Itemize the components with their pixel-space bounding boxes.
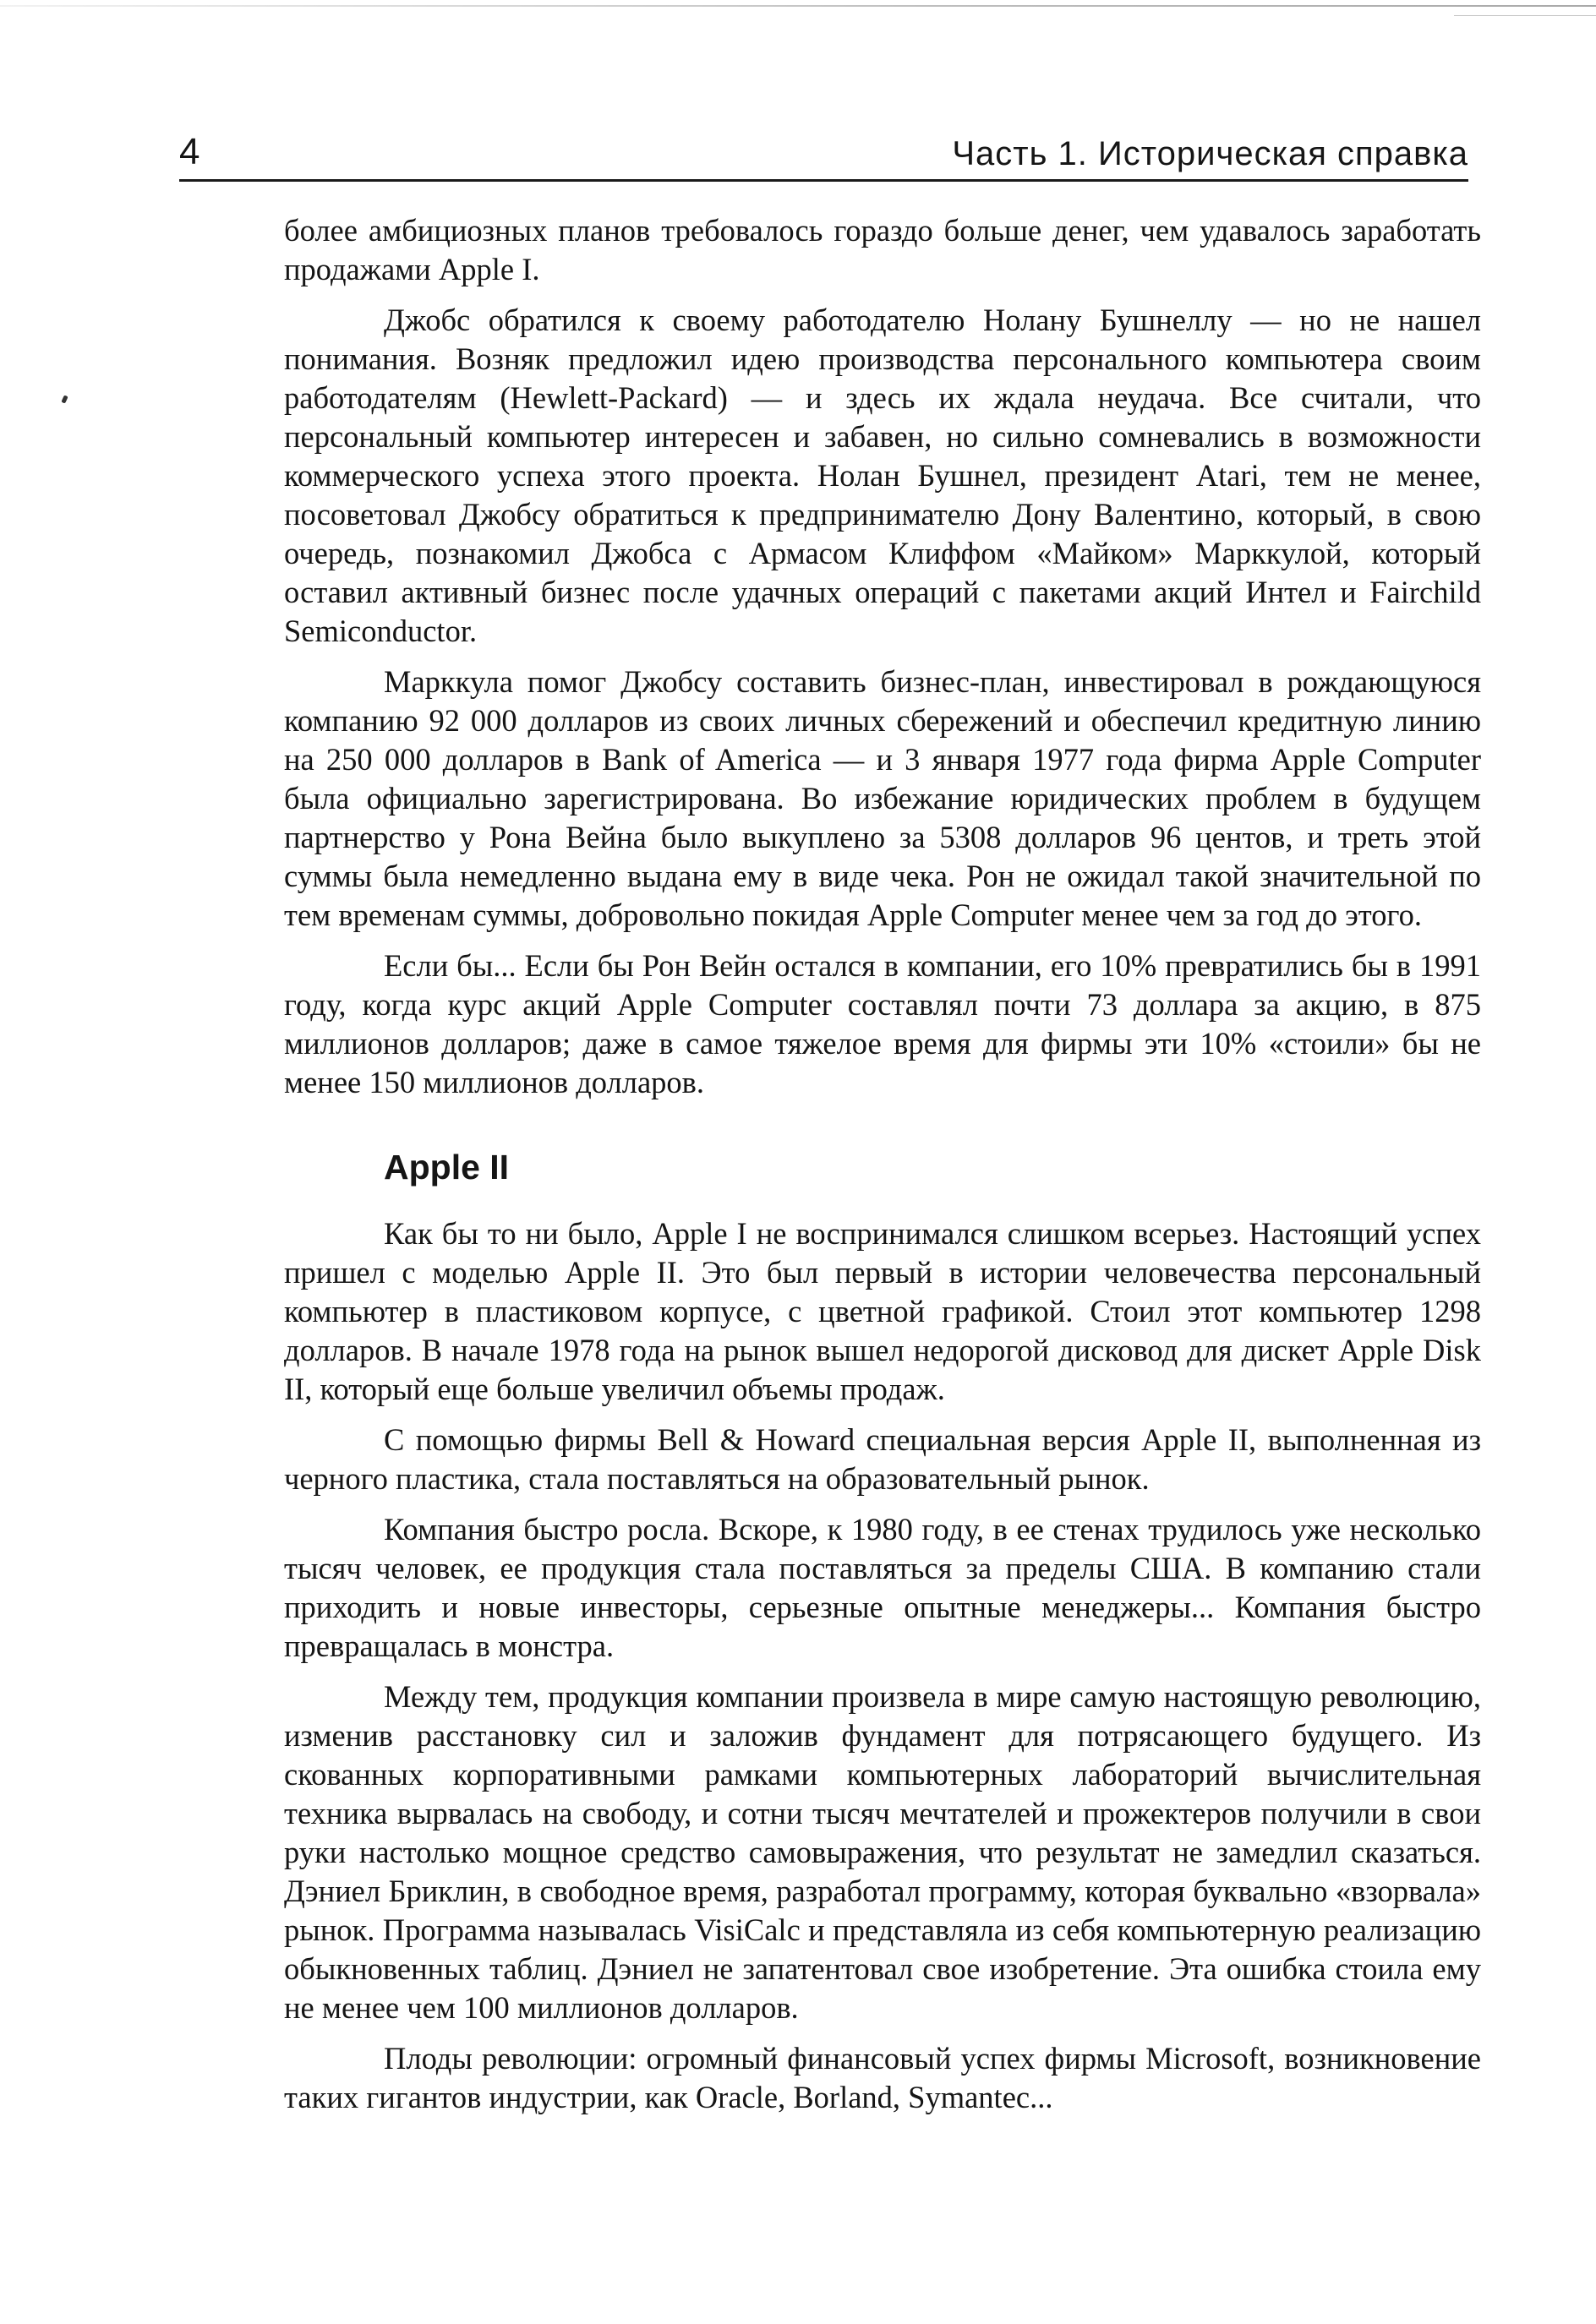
margin-speck	[61, 395, 68, 403]
paragraph: Как бы то ни было, Apple I не воспринимался слишком всерьез. Настоящий успех пришел с моделью Apple II. Это был первый в истории человечества персональный компьютер в пластиковом корпусе, с цветной графикой. Стоил этот компьютер 1298 долларов. В начале 1978 года на рынок вышел недорогой дисковод для дискет Apple Disk II, который еще больше увеличил объемы продаж.	[284, 1216, 1481, 1406]
paragraph: Компания быстро росла. Вскоре, к 1980 году, в ее стенах трудилось уже несколько тысяч человек, ее продукция стала поставляться за пределы США. В компанию стали приходить и новые инвесторы, серьезные опытные менеджеры... Компания быстро превращалась в монстра.	[284, 1512, 1481, 1663]
running-header	[179, 125, 1468, 182]
section-heading-apple-ii: Apple II	[384, 1148, 510, 1187]
paragraph: Между тем, продукция компании произвела в мире самую настоящую революцию, изменив расстановку сил и заложив фундамент для потрясающего будущего. Из скованных корпоративными рамками компьютерных лабораторий вычислительная техника вырвалась на свободу, и сотни тысяч мечтателей и прожектеров получили в свои руки настолько мощное средство самовыражения, что результат не замедлил сказаться. Дэниел Бриклин, в свободное время, разработал программу, которая буквально «взорвала» рынок. Программа называлась VisiCalc и представляла из себя компьютерную реализацию обыкновенных таблиц. Дэниел не запатентовал свое изобретение. Эта ошибка стоила ему не менее чем 100 миллионов долларов.	[284, 1679, 1481, 2025]
body-text	[284, 211, 1481, 2129]
paragraph: С помощью фирмы Bell & Howard специальная версия Apple II, выполненная из черного пластика, стала поставляться на образовательный рынок.	[284, 1422, 1481, 1496]
scan-edge-line-secondary	[1454, 15, 1596, 16]
paragraph: Джобс обратился к своему работодателю Нолану Бушнеллу — но не нашел понимания. Возняк предложил идею производства персонального компьютера своим работодателям (Hewlett-Packard) — и здесь их ждала неудача. Все считали, что персональный компьютер интересен и забавен, но сильно сомневались в возможности коммерческого успеха этого проекта. Нолан Бушнел, президент Atari, тем не менее, посоветовал Джобсу обратиться к предпринимателю Дону Валентино, который, в свою очередь, познакомил Джобса с Армасом Клиффом «Майком» Марккулой, который оставил активный бизнес после удачных операций с пакетами акций Интел и Fairchild Semiconductor.	[284, 303, 1481, 648]
scan-edge-line	[0, 5, 1596, 7]
chapter-title: Часть 1. Историческая справка	[952, 135, 1468, 172]
paragraph-continuation: более амбициозных планов требовалось гораздо больше денег, чем удавалось заработать продажами Apple I.	[284, 213, 1481, 286]
paragraph: Марккула помог Джобсу составить бизнес-план, инвестировал в рождающуюся компанию 92 000 долларов из своих личных сбережений и обеспечил кредитную линию на 250 000 долларов в Bank of America — и 3 января 1977 года фирма Apple Computer была официально зарегистрирована. Во избежание юридических проблем в будущем партнерство у Рона Вейна было выкуплено за 5308 долларов 96 центов, и треть этой суммы была немедленно выдана ему в виде чека. Рон не ожидал такой значительной по тем временам суммы, добровольно покидая Apple Computer менее чем за год до этого.	[284, 664, 1481, 932]
page-number: 4	[179, 131, 200, 172]
paragraph: Если бы... Если бы Рон Вейн остался в компании, его 10% превратились бы в 1991 году, когда курс акций Apple Computer составлял почти 73 доллара за акцию, в 875 миллионов долларов; даже в самое тяжелое время для фирмы эти 10% «стоили» бы не менее 150 миллионов долларов.	[284, 948, 1481, 1099]
paragraph: Плоды революции: огромный финансовый успех фирмы Microsoft, возникновение таких гигантов индустрии, как Oracle, Borland, Symantec...	[284, 2041, 1481, 2114]
